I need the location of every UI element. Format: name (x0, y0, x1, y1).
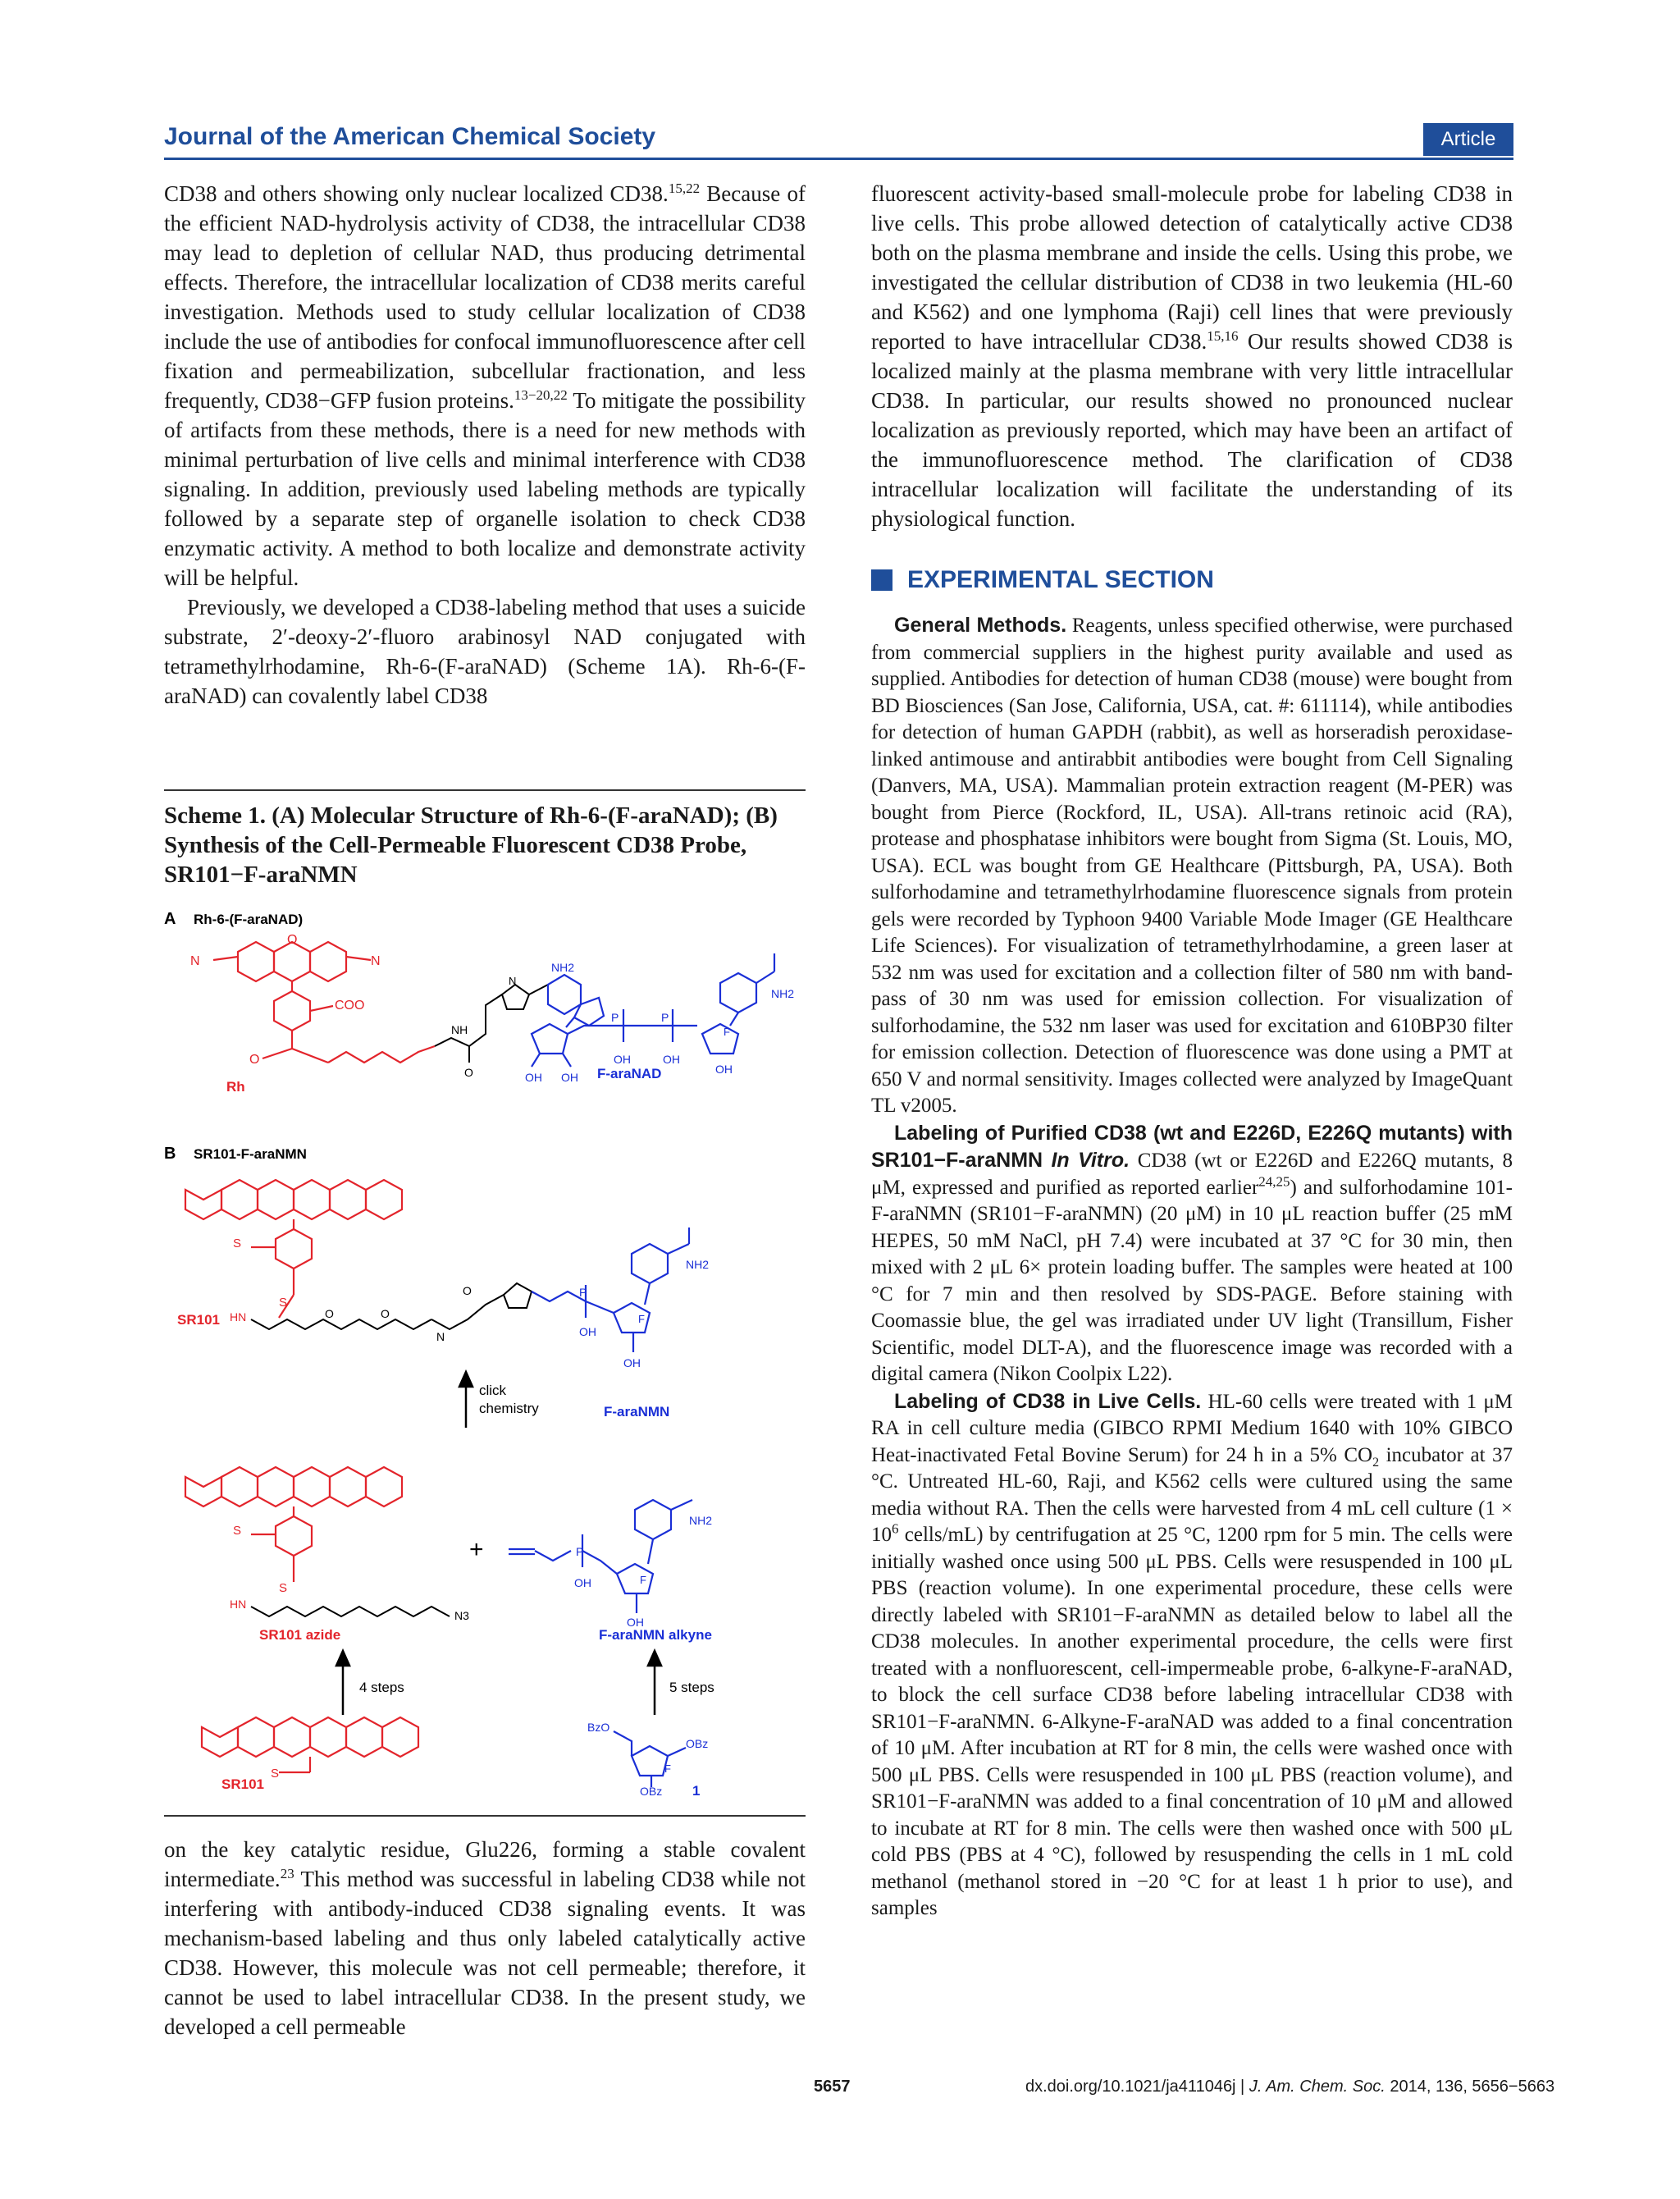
linker-nh: NH (451, 1023, 468, 1036)
nad-oh-1: OH (614, 1053, 631, 1066)
rh-o: O (249, 1053, 260, 1067)
rh-label: Rh (226, 1079, 245, 1095)
scheme-bottom-rule (164, 1815, 806, 1817)
header-rule (164, 158, 1513, 160)
steps-arrow-left (336, 1651, 349, 1715)
linker-o: O (464, 1066, 473, 1079)
nad-f: F (724, 1026, 730, 1038)
triazole-n: N (509, 975, 517, 987)
doi-citation: dx.doi.org/10.1021/ja411046j | J. Am. Chem. Soc. 2014, 136, 5656−5663 (1025, 2078, 1555, 2096)
azide-n3: N3 (454, 1609, 469, 1622)
general-methods-paragraph: General Methods. Reagents, unless specified otherwise, were purchased from commercial suppliers in the highest purity available and used as supplied. Antibodies for detection of human CD38 (mouse) were bought from BD Biosciences (San Jose, California, USA, cat. #: 611114), while antibodies for detection of human GAPDH (rabbit), as well as horseradish peroxidase-linked antimouse and antirabbit antibodies were bought from Cell Signaling (Danvers, MA, USA). Mammalian protein extraction reagent (M-PER) was bought from Pierce (Rockford, IL, USA). All-trans retinoic acid (RA), protease and phosphatase inhibitors were bought from Sigma (St. Louis, MO, USA). ECL was bought from GE Healthcare (Pittsburgh, PA, USA). Both sulforhodamine and tetramethylrhodamine fluorescence signals from protein gels were recorded by Typhoon 9400 Variable Mode Imager (GE Healthcare Life Sciences). For visualization of tetramethylrhodamine, a green laser at 532 nm was used for excitation and a collection filter of 580 nm with band-pass of 30 nm was used for emission collection. For visualization of sulforhodamine, the 532 nm laser was used for excitation and 610BP30 filter for emission collection. Detection of fluorescence was done using a PMT at 650 V and normal sensitivity. Images collected were analyzed by ImageQuant TL v2005. (871, 614, 1513, 1117)
alkyne-oh: OH (574, 1576, 591, 1589)
alkyne-f: F (640, 1574, 646, 1586)
panel-a-label: A (164, 910, 176, 928)
sr101-azide-structure (185, 1467, 402, 1582)
rhodamine-structure-a (213, 942, 435, 1063)
panel-b-label: B (164, 1145, 176, 1163)
compound-1-label: 1 (692, 1783, 701, 1797)
sr101-hn: HN (230, 1310, 247, 1324)
click-arrow (459, 1372, 472, 1428)
nad-oh-3: OH (525, 1071, 542, 1084)
azide-so3: S (233, 1524, 242, 1538)
nmn-oh-2: OH (623, 1356, 641, 1369)
f-aranad-label: F-araNAD (597, 1066, 662, 1081)
nad-oh-2: OH (663, 1053, 680, 1066)
section-square-icon (871, 569, 892, 591)
scheme-figure (164, 903, 806, 1797)
azide-linker (251, 1607, 450, 1616)
rh-n-right: N (371, 954, 381, 968)
nad-p-1: P (611, 1011, 619, 1024)
peg-o-1: O (325, 1307, 334, 1320)
nad-oh-5: OH (715, 1063, 733, 1076)
compound-1-structure (614, 1731, 686, 1787)
start-so3: S (271, 1767, 280, 1781)
alkyne-nh2: NH2 (689, 1514, 713, 1527)
nad-nh2-b: NH2 (771, 987, 795, 1000)
nmn-nh2: NH2 (686, 1258, 710, 1271)
rh-n-left: N (190, 954, 200, 968)
panel-b-title: SR101-F-araNMN (194, 1146, 307, 1162)
left-paragraph-1: CD38 and others showing only nuclear localized CD38.$^{15,22}$ Because of the efficient NAD-hydrolysis activity of CD38, the intracellular CD38 may lead to depletion of cellular NAD, thus producing detrimental effects. Therefore, the intracellular localization of CD38 merits careful investigation. Methods used to study cellular localization of CD38 include the use of antibodies for confocal immunofluorescence after cell fixation and permeabilization, subcellular fractionation, and less frequently, CD38−GFP fusion proteins.$^{13-20,22}$ To mitigate the possibility of artifacts from these methods, there is a need for new methods with minimal perturbation of live cells and minimal interference with CD38 signaling. In addition, previously used labeling methods are typically followed by a separate step of organelle isolation to check CD38 enzymatic activity. A method to both localize and demonstrate activity will be helpful. (164, 181, 806, 590)
left-column-bottom (164, 1835, 806, 2041)
rh-o-ring: O (287, 933, 298, 947)
steps-arrow-right (648, 1651, 661, 1715)
azide-hn: HN (230, 1598, 247, 1611)
sr101-so2: S (279, 1296, 288, 1310)
azide-so2: S (279, 1581, 288, 1595)
rh-coo: COO (335, 999, 365, 1013)
alkyne-p: P (576, 1545, 584, 1558)
nmn-oh: OH (579, 1325, 596, 1338)
peg-n: N (436, 1330, 445, 1343)
right-paragraph-1: fluorescent activity-based small-molecule probe for labeling CD38 in live cells. This probe allowed detection of catalytically active CD38 both on the plasma membrane and inside the cells. Using this probe, we investigated the cellular distribution of CD38 in two leukemia (HL-60 and K562) and one lymphoma (Raji) cell lines that were previously reported to have intracellular CD38.$^{15,16}$ Our results showed CD38 is localized mainly at the plasma membrane with very little intracellular CD38. In particular, our results showed no pronounced nuclear localization as previously reported, which may have been an artifact of the immunofluorescence method. The clarification of CD38 intracellular localization will facilitate the understanding of its physiological function. (871, 181, 1513, 531)
sr101-label-1: SR101 (177, 1312, 220, 1328)
scheme-top-rule (164, 789, 806, 791)
sr101-start-structure (202, 1717, 418, 1772)
nmn-f: F (638, 1313, 645, 1325)
article-badge: Article (1423, 123, 1513, 156)
scheme-caption: Scheme 1. (A) Molecular Structure of Rh-6-(F-araNAD); (B) Synthesis of the Cell-Permeable Fluorescent CD38 Probe, SR101−F-araNMN (164, 802, 778, 888)
cmpd1-bzo: BzO (587, 1721, 610, 1734)
sr101-azide-label: SR101 azide (259, 1627, 341, 1643)
click-label: click (479, 1383, 507, 1398)
sr101-product-structure (185, 1180, 402, 1318)
sr101-label-2: SR101 (221, 1776, 264, 1792)
journal-title: Journal of the American Chemical Society (164, 123, 656, 150)
nad-p-2: P (661, 1011, 669, 1024)
f-aranmn-structure (532, 1228, 689, 1352)
labeling-live-cells-paragraph: Labeling of CD38 in Live Cells. HL-60 cells were treated with 1 μM RA in cell culture media (GIBCO RPMI Medium 1640 with 10% GIBCO Heat-inactivated Fetal Bovine Serum) for 24 h in a 5% $CO_2$ incubator at 37 °C. Untreated HL-60, Raji, and K562 cells were cultured using the same media without RA. Then the cells were harvested from 4 mL cell culture ($1 \times 10^6$ cells/mL) by centrifugation at 25 °C, 1200 rpm for 5 min. The cells were initially washed once using 500 μL PBS. Cells were resuspended in 100 μL PBS (reaction volume). In one experimental procedure, these cells were directly labeled with SR101−F-araNMN as detailed below to label all the CD38 molecules. In another experimental procedure, the cells were first treated with a nonfluorescent, cell-impermeable probe, 6-alkyne-F-araNAD, to block the cell surface CD38 before labeling intracellular CD38 with SR101−F-araNMN. 6-Alkyne-F-araNAD was added to a final concentration of 10 μM. After incubation at RT for 8 min, the cells were washed once with 500 μL PBS. Cells were resuspended in 100 μL PBS (reaction volume), and SR101−F-araNMN was added to a final concentration of 10 μM and allowed to incubate at RT for 8 min. The cells were then washed once with 500 μL cold PBS (PBS at 4 °C), followed by resuspending the cells in 1 mL cold methanol (methanol stored in −20 °C for at least 1 h prior to use), and samples (871, 1389, 1513, 1919)
nad-oh-4: OH (561, 1071, 578, 1084)
f-aranmn-alkyne-structure (509, 1500, 692, 1613)
peg-o-2: O (381, 1307, 390, 1320)
nmn-p: P (579, 1286, 587, 1299)
f-aranmn-alkyne-label: F-araNMN alkyne (599, 1627, 712, 1643)
panel-a-title: Rh-6-(F-araNAD) (194, 912, 304, 927)
chemistry-label: chemistry (479, 1401, 539, 1416)
alkyne-oh-2: OH (627, 1616, 644, 1629)
cmpd1-obz-1: OBz (686, 1737, 709, 1750)
f-aranmn-label: F-araNMN (604, 1404, 670, 1420)
sr101-so3-1: S (233, 1237, 242, 1250)
page-number: 5657 (814, 2078, 851, 2096)
steps-4-label: 4 steps (359, 1680, 404, 1695)
section-heading: EXPERIMENTAL SECTION (871, 566, 1513, 594)
labeling-purified-paragraph: Labeling of Purified CD38 (wt and E226D, E226Q mutants) with SR101−F-araNMN In Vitro. CD38 (wt or E226D and E226Q mutants, 8 μM, expressed and purified as reported earlier$^{24,25}$) and sulforhodamine 101-F-araNMN (SR101−F-araNMN) (20 μM) in 10 μL reaction buffer (25 mM HEPES, 50 mM NaCl, pH 7.4) were incubated at 37 °C for 30 min, then mixed with 2 μL 6× protein loading buffer. The samples were heated at 100 °C for 7 min and then resolved by SDS-PAGE. Before staining with Coomassie blue, the gel was irradiated under UV light (Transillum, Fisher Scientific, model DLT-A), and the fluorescence image was recorded with a digital camera (Nikon Coolpix L22). (871, 1121, 1513, 1385)
peg-o-3: O (463, 1284, 472, 1297)
plus-sign: + (469, 1536, 484, 1563)
left-paragraph-3: on the key catalytic residue, Glu226, forming a stable covalent intermediate.$^{23}$ This method was successful in labeling CD38 while not interfering with antibody-induced CD38 signaling events. It was mechanism-based labeling and thus only labeled catalytically active CD38. However, this molecule was not cell permeable; therefore, it cannot be used to label intracellular CD38. In the present study, we developed a cell permeable (164, 1837, 806, 2039)
cmpd1-obz-2: OBz (640, 1785, 663, 1797)
left-column-top (164, 179, 806, 711)
steps-5-label: 5 steps (669, 1680, 714, 1695)
cmpd1-f: F (664, 1762, 671, 1775)
right-column (871, 179, 1513, 1922)
left-paragraph-2: Previously, we developed a CD38-labeling method that uses a suicide substrate, 2′-deoxy-2′-fluoro arabinosyl NAD conjugated with tetramethylrhodamine, Rh-6-(F-araNAD) (Scheme 1A). Rh-6-(F-araNAD) can covalently label CD38 (164, 595, 806, 708)
nad-nh2: NH2 (551, 961, 575, 974)
